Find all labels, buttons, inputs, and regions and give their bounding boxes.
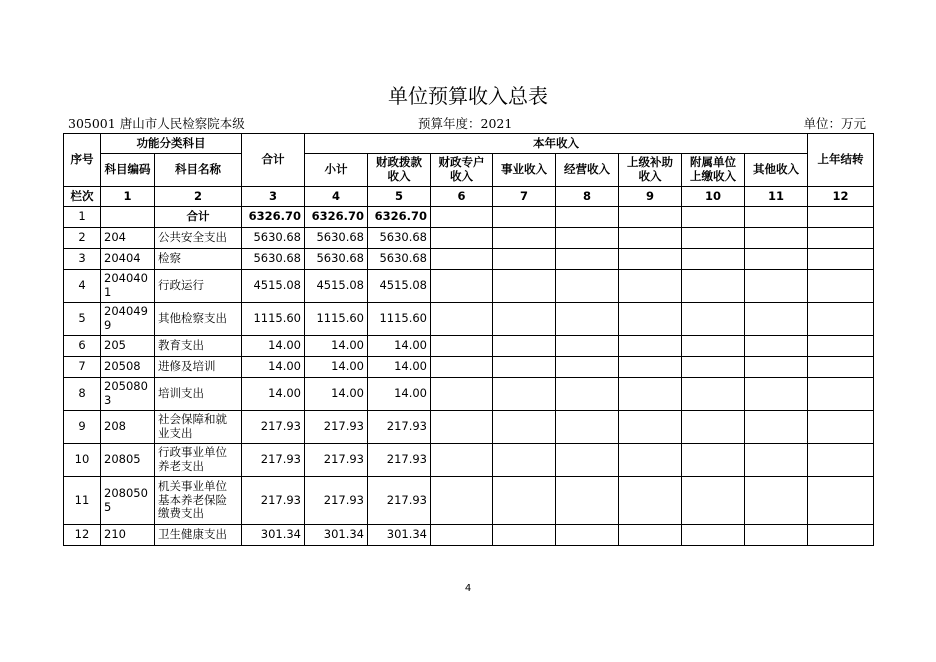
col-number: 12: [808, 187, 874, 207]
header-affiliated: 附属单位上缴收入: [682, 154, 745, 187]
empty-cell: [808, 207, 874, 228]
empty-cell: [556, 336, 619, 357]
name-cell: 合计: [155, 207, 242, 228]
name-cell: 培训支出: [155, 378, 242, 411]
col-number: 6: [431, 187, 493, 207]
empty-cell: [431, 378, 493, 411]
empty-cell: [493, 357, 556, 378]
empty-cell: [619, 477, 682, 525]
empty-cell: [682, 444, 745, 477]
col-number: 2: [155, 187, 242, 207]
empty-cell: [682, 477, 745, 525]
empty-cell: [556, 444, 619, 477]
empty-cell: [431, 477, 493, 525]
empty-cell: [431, 303, 493, 336]
table-row: [64, 444, 874, 477]
empty-cell: [808, 336, 874, 357]
empty-cell: [431, 336, 493, 357]
budget-income-table: [63, 133, 874, 546]
name-cell: 公共安全支出: [155, 228, 242, 249]
code-cell: 2040499: [101, 303, 155, 336]
col-number: 3: [242, 187, 305, 207]
empty-cell: [493, 336, 556, 357]
table-row: [64, 207, 874, 228]
seq-cell: 12: [64, 525, 101, 546]
header-fiscal-special: 财政专户收入: [431, 154, 493, 187]
empty-cell: [493, 477, 556, 525]
header-last-year: 上年结转: [808, 134, 874, 187]
subtotal-cell: 14.00: [305, 378, 368, 411]
fiscal-cell: 217.93: [368, 411, 431, 444]
header-higher-subsidy: 上级补助收入: [619, 154, 682, 187]
empty-cell: [619, 228, 682, 249]
empty-cell: [682, 249, 745, 270]
header-seq: 序号: [64, 134, 101, 187]
col-number: 11: [745, 187, 808, 207]
empty-cell: [619, 249, 682, 270]
empty-cell: [556, 411, 619, 444]
code-cell: 20508: [101, 357, 155, 378]
col-number: 栏次: [64, 187, 101, 207]
empty-cell: [493, 303, 556, 336]
total-cell: 217.93: [242, 477, 305, 525]
empty-cell: [745, 357, 808, 378]
empty-cell: [619, 378, 682, 411]
subtotal-cell: 14.00: [305, 357, 368, 378]
empty-cell: [808, 477, 874, 525]
empty-cell: [808, 303, 874, 336]
empty-cell: [619, 207, 682, 228]
empty-cell: [682, 270, 745, 303]
seq-cell: 2: [64, 228, 101, 249]
empty-cell: [431, 411, 493, 444]
empty-cell: [808, 444, 874, 477]
empty-cell: [745, 207, 808, 228]
empty-cell: [556, 477, 619, 525]
header-subject-code: 科目编码: [101, 154, 155, 187]
code-cell: 20404: [101, 249, 155, 270]
empty-cell: [493, 525, 556, 546]
currency-unit-label: 单位：万元: [803, 116, 866, 131]
subtotal-cell: 217.93: [305, 477, 368, 525]
code-cell: 208: [101, 411, 155, 444]
subtotal-cell: 5630.68: [305, 228, 368, 249]
table-row: [64, 303, 874, 336]
empty-cell: [619, 336, 682, 357]
empty-cell: [745, 336, 808, 357]
seq-cell: 11: [64, 477, 101, 525]
table-row: [64, 249, 874, 270]
name-cell: 卫生健康支出: [155, 525, 242, 546]
fiscal-cell: 5630.68: [368, 228, 431, 249]
empty-cell: [808, 249, 874, 270]
empty-cell: [808, 270, 874, 303]
empty-cell: [682, 228, 745, 249]
empty-cell: [745, 378, 808, 411]
seq-cell: 10: [64, 444, 101, 477]
col-number: 8: [556, 187, 619, 207]
empty-cell: [556, 357, 619, 378]
col-number: 9: [619, 187, 682, 207]
total-cell: 217.93: [242, 411, 305, 444]
code-cell: 210: [101, 525, 155, 546]
total-cell: 14.00: [242, 336, 305, 357]
empty-cell: [745, 228, 808, 249]
empty-cell: [682, 411, 745, 444]
fiscal-cell: 301.34: [368, 525, 431, 546]
subtotal-cell: 1115.60: [305, 303, 368, 336]
empty-cell: [493, 411, 556, 444]
empty-cell: [808, 228, 874, 249]
name-cell: 行政运行: [155, 270, 242, 303]
empty-cell: [493, 207, 556, 228]
code-cell: 2040401: [101, 270, 155, 303]
header-subject-name: 科目名称: [155, 154, 242, 187]
empty-cell: [619, 270, 682, 303]
fiscal-cell: 217.93: [368, 444, 431, 477]
empty-cell: [619, 411, 682, 444]
page-number: 4: [464, 583, 472, 594]
empty-cell: [682, 357, 745, 378]
name-cell: 进修及培训: [155, 357, 242, 378]
empty-cell: [493, 270, 556, 303]
empty-cell: [431, 228, 493, 249]
code-cell: 204: [101, 228, 155, 249]
empty-cell: [619, 444, 682, 477]
empty-cell: [493, 378, 556, 411]
empty-cell: [745, 411, 808, 444]
table-row: [64, 378, 874, 411]
total-cell: 5630.68: [242, 228, 305, 249]
empty-cell: [431, 207, 493, 228]
empty-cell: [493, 249, 556, 270]
seq-cell: 4: [64, 270, 101, 303]
code-cell: 20805: [101, 444, 155, 477]
empty-cell: [431, 249, 493, 270]
seq-cell: 3: [64, 249, 101, 270]
total-cell: 14.00: [242, 378, 305, 411]
table-body: [64, 207, 874, 546]
header-total: 合计: [242, 134, 305, 187]
table-row: [64, 228, 874, 249]
total-cell: 4515.08: [242, 270, 305, 303]
empty-cell: [808, 525, 874, 546]
table-row: [64, 357, 874, 378]
table-row: [64, 477, 874, 525]
empty-cell: [431, 357, 493, 378]
fiscal-cell: 6326.70: [368, 207, 431, 228]
total-cell: 5630.68: [242, 249, 305, 270]
empty-cell: [745, 477, 808, 525]
col-number: 10: [682, 187, 745, 207]
empty-cell: [745, 270, 808, 303]
header-subtotal: 小计: [305, 154, 368, 187]
table-row: [64, 411, 874, 444]
empty-cell: [682, 525, 745, 546]
total-cell: 217.93: [242, 444, 305, 477]
subtotal-cell: 217.93: [305, 444, 368, 477]
empty-cell: [808, 411, 874, 444]
fiscal-cell: 14.00: [368, 357, 431, 378]
header-business: 事业收入: [493, 154, 556, 187]
subtotal-cell: 301.34: [305, 525, 368, 546]
empty-cell: [556, 378, 619, 411]
empty-cell: [745, 525, 808, 546]
col-number: 1: [101, 187, 155, 207]
empty-cell: [808, 378, 874, 411]
empty-cell: [431, 525, 493, 546]
empty-cell: [682, 378, 745, 411]
col-number: 7: [493, 187, 556, 207]
empty-cell: [493, 444, 556, 477]
empty-cell: [493, 228, 556, 249]
name-cell: 教育支出: [155, 336, 242, 357]
name-cell: 检察: [155, 249, 242, 270]
empty-cell: [556, 525, 619, 546]
seq-cell: 5: [64, 303, 101, 336]
total-cell: 14.00: [242, 357, 305, 378]
fiscal-cell: 14.00: [368, 378, 431, 411]
fiscal-cell: 5630.68: [368, 249, 431, 270]
empty-cell: [431, 444, 493, 477]
subtotal-cell: 217.93: [305, 411, 368, 444]
table-row: [64, 525, 874, 546]
empty-cell: [556, 207, 619, 228]
empty-cell: [556, 249, 619, 270]
budget-year-label: 预算年度：2021: [418, 116, 513, 131]
empty-cell: [745, 249, 808, 270]
total-cell: 6326.70: [242, 207, 305, 228]
empty-cell: [556, 303, 619, 336]
seq-cell: 7: [64, 357, 101, 378]
header-func-class: 功能分类科目: [101, 134, 242, 154]
empty-cell: [682, 336, 745, 357]
fiscal-cell: 14.00: [368, 336, 431, 357]
code-cell: 2050803: [101, 378, 155, 411]
empty-cell: [682, 207, 745, 228]
page-title: 单位预算收入总表: [388, 84, 548, 108]
empty-cell: [745, 444, 808, 477]
empty-cell: [619, 525, 682, 546]
fiscal-cell: 4515.08: [368, 270, 431, 303]
empty-cell: [808, 357, 874, 378]
col-number: 4: [305, 187, 368, 207]
name-cell: 行政事业单位养老支出: [155, 444, 242, 477]
table-row: [64, 336, 874, 357]
name-cell: 其他检察支出: [155, 303, 242, 336]
empty-cell: [556, 270, 619, 303]
name-cell: 机关事业单位基本养老保险缴费支出: [155, 477, 242, 525]
seq-cell: 8: [64, 378, 101, 411]
header-this-year: 本年收入: [305, 134, 808, 154]
subtotal-cell: 5630.68: [305, 249, 368, 270]
header-other: 其他收入: [745, 154, 808, 187]
seq-cell: 9: [64, 411, 101, 444]
code-cell: 205: [101, 336, 155, 357]
name-cell: 社会保障和就业支出: [155, 411, 242, 444]
empty-cell: [431, 270, 493, 303]
seq-cell: 6: [64, 336, 101, 357]
column-number-row: [64, 187, 874, 207]
total-cell: 301.34: [242, 525, 305, 546]
empty-cell: [745, 303, 808, 336]
subtotal-cell: 14.00: [305, 336, 368, 357]
col-number: 5: [368, 187, 431, 207]
fiscal-cell: 217.93: [368, 477, 431, 525]
table-row: [64, 270, 874, 303]
code-cell: 2080505: [101, 477, 155, 525]
seq-cell: 1: [64, 207, 101, 228]
empty-cell: [682, 303, 745, 336]
fiscal-cell: 1115.60: [368, 303, 431, 336]
subtotal-cell: 6326.70: [305, 207, 368, 228]
empty-cell: [619, 357, 682, 378]
header-operating: 经营收入: [556, 154, 619, 187]
code-cell: [101, 207, 155, 228]
empty-cell: [619, 303, 682, 336]
unit-label: 305001 唐山市人民检察院本级: [68, 116, 245, 131]
header-fiscal-alloc: 财政拨款收入: [368, 154, 431, 187]
empty-cell: [556, 228, 619, 249]
subtotal-cell: 4515.08: [305, 270, 368, 303]
total-cell: 1115.60: [242, 303, 305, 336]
